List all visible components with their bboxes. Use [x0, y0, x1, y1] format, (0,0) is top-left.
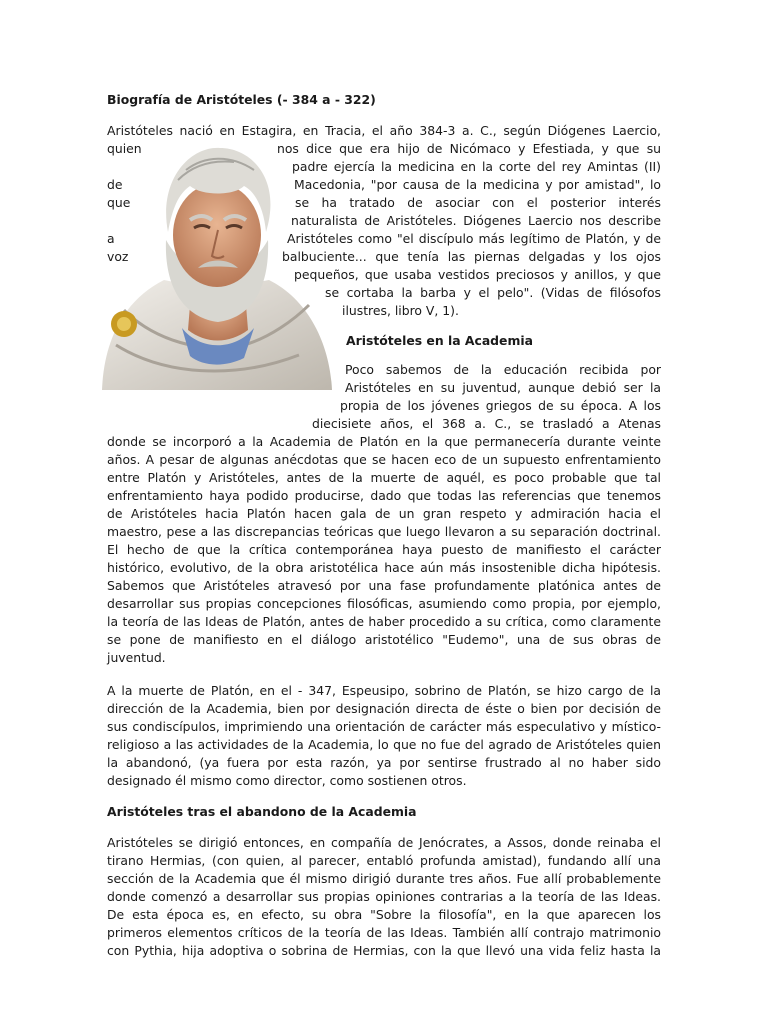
intro-line: se ha tratado de asociar con el posterior interés [295, 195, 661, 210]
body-line: juventud. [107, 650, 166, 665]
body-line: años. A pesar de algunas anécdotas que se hacen eco de un supuesto enfrentamiento [107, 452, 661, 467]
intro-line: de [107, 177, 123, 192]
page-title: Biografía de Aristóteles (- 384 a - 322) [107, 92, 376, 107]
body-line: A la muerte de Platón, en el - 347, Espeusipo, sobrino de Platón, se hizo cargo de la [107, 683, 661, 698]
intro-line: naturalista de Aristóteles. Diógenes Laercio nos describe [291, 213, 661, 228]
body-line: tirano Hermias, (con quien, al parecer, entabló profunda amistad), fundando allí una [107, 853, 661, 868]
body-line: De esta época es, en efecto, su obra "Sobre la filosofía", en la que aparecen los [107, 907, 661, 922]
intro-line: ilustres, libro V, 1). [342, 303, 459, 318]
body-line: donde comenzó a desarrollar sus propias opiniones contrarias a la teoría de las Ideas. [107, 889, 661, 904]
body-line: donde se incorporó a la Academia de Platón en la que permanecería durante veinte [107, 434, 661, 449]
body-line: Poco sabemos de la educación recibida por [345, 362, 661, 377]
intro-line: padre ejercía la medicina en la corte del rey Amintas (II) [292, 159, 661, 174]
intro-line: se cortaba la barba y el pelo". (Vidas de filósofos [325, 285, 661, 300]
body-line: se pone de manifiesto en el diálogo aristotélico "Eudemo", una de sus obras de [107, 632, 661, 647]
section-heading: Aristóteles en la Academia [346, 333, 533, 348]
body-line: histórico, evolutivo, de la obra aristotélica hace aún más insostenible dicha hipótesis. [107, 560, 661, 575]
body-line: propia de los jóvenes griegos de su época. A los [340, 398, 661, 413]
body-line: diecisiete años, el 368 a. C., se trasladó a Atenas [312, 416, 661, 431]
body-line: designado él mismo como director, como sostienen otros. [107, 773, 467, 788]
intro-line: Macedonia, "por causa de la medicina y por amistad", lo [294, 177, 661, 192]
body-line: con Pythia, hija adoptiva o sobrina de Hermias, con la que llevó una vida feliz hasta la [107, 943, 661, 958]
intro-line: voz [107, 249, 129, 264]
body-line: maestro, pese a las discrepancias teóricas que luego llevaron a su separación doctrinal. [107, 524, 661, 539]
intro-line: balbuciente... que tenía las piernas delgadas y los ojos [282, 249, 661, 264]
body-line: dirección de la Academia, bien por designación directa de éste o bien por decisión de [107, 701, 661, 716]
body-line: primeros elementos críticos de la teoría de las Ideas. También allí contrajo matrimonio [107, 925, 661, 940]
body-line: Sabemos que Aristóteles atravesó por una fase profundamente platónica antes de [107, 578, 661, 593]
intro-line: pequeños, que usaba vestidos preciosos y anillos, y que [294, 267, 661, 282]
intro-line: que [107, 195, 131, 210]
body-line: entre Platón y Aristóteles, antes de la muerte de aquél, es poco probable que tal [107, 470, 661, 485]
aristotle-portrait-icon [94, 140, 336, 398]
body-line: El hecho de que la crítica contemporánea haya puesto de manifiesto el carácter [107, 542, 661, 557]
body-line: de Aristóteles hacia Platón hacen gala de un gran respeto y admiración hacia el [107, 506, 661, 521]
body-line: la abandonó, (ya fuera por esta razón, ya por sentirse frustrado al no haber sido [107, 755, 661, 770]
intro-line: a [107, 231, 115, 246]
body-line: religioso a las actividades de la Academia, lo que no fue del agrado de Aristóteles quien [107, 737, 661, 752]
body-line: desarrollar sus propias concepciones filosóficas, asumiendo como propia, por ejemplo, [107, 596, 661, 611]
intro-line: nos dice que era hijo de Nicómaco y Efestiada, y que su [277, 141, 661, 156]
section-heading: Aristóteles tras el abandono de la Academia [107, 804, 417, 819]
body-line: la teoría de las Ideas de Platón, antes de haber procedido a su crítica, como claramente [107, 614, 661, 629]
body-line: sus condiscípulos, imprimiendo una orientación de carácter más especulativo y místico- [107, 719, 661, 734]
body-line: Aristóteles se dirigió entonces, en compañía de Jenócrates, a Assos, donde reinaba el [107, 835, 661, 850]
intro-line: Aristóteles nació en Estagira, en Tracia, el año 384-3 a. C., según Diógenes Laercio, [107, 123, 661, 138]
body-line: enfrentamiento haya podido producirse, dado que todas las referencias que tenemos [107, 488, 661, 503]
intro-line: quien [107, 141, 142, 156]
body-line: sección de la Academia que él mismo dirigió durante tres años. Fue allí probablemente [107, 871, 661, 886]
body-line: Aristóteles en su juventud, aunque debió ser la [345, 380, 661, 395]
intro-line: Aristóteles como "el discípulo más legítimo de Platón, y de [287, 231, 661, 246]
